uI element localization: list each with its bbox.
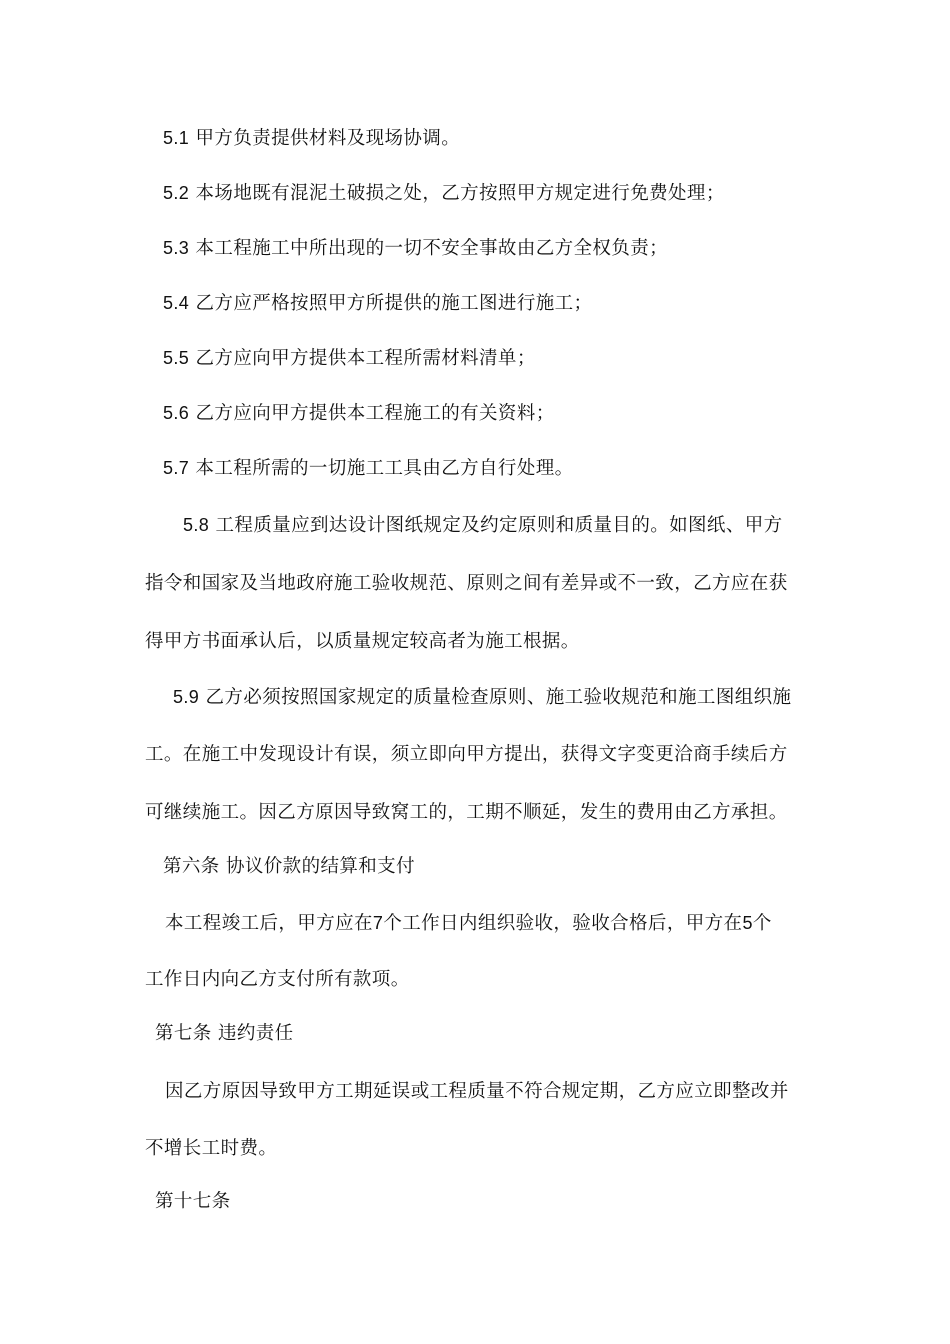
clause-5-9-line-1 xyxy=(173,685,791,710)
clause-5-9-line-3: 可继续施工。因乙方原因导致窝工的，工期不顺延，发生的费用由乙方承担。 xyxy=(145,802,788,823)
clause-number: 5.2 xyxy=(163,183,190,203)
article-6-line-1 xyxy=(165,911,772,936)
article-6-text: 个工作日内组织验收，验收合格后，甲方在 xyxy=(383,913,743,934)
article-7-line-2: 不增长工时费。 xyxy=(145,1138,278,1159)
clause-text: 乙方应向甲方提供本工程所需材料清单； xyxy=(195,348,536,369)
clause-number: 5.3 xyxy=(163,238,190,258)
clause-5-5 xyxy=(163,346,536,371)
article-6-line-2: 工作日内向乙方支付所有款项。 xyxy=(145,969,410,990)
clause-5-3 xyxy=(163,236,668,261)
clause-text: 本工程所需的一切施工工具由乙方自行处理。 xyxy=(195,458,574,479)
article-6-text: 个 xyxy=(752,913,772,934)
clause-number: 5.9 xyxy=(173,687,200,707)
clause-5-8-line-1 xyxy=(183,513,783,538)
clause-number: 5.1 xyxy=(163,128,190,148)
clause-5-9-line-2: 工。在施工中发现设计有误，须立即向甲方提出，获得文字变更洽商手续后方 xyxy=(145,744,788,765)
clause-5-4 xyxy=(163,291,592,316)
article-7-line-1: 因乙方原因导致甲方工期延误或工程质量不符合规定期，乙方应立即整改并 xyxy=(165,1081,789,1102)
clause-5-6 xyxy=(163,401,555,426)
clause-text: 本场地既有混泥土破损之处，乙方按照甲方规定进行免费处理； xyxy=(195,183,725,204)
article-17-heading: 第十七条 xyxy=(155,1191,231,1212)
clause-5-8-line-2: 指令和国家及当地政府施工验收规范、原则之间有差异或不一致，乙方应在获 xyxy=(145,573,788,594)
clause-5-1 xyxy=(163,126,460,151)
clause-5-8-line-3: 得甲方书面承认后，以质量规定较高者为施工根据。 xyxy=(145,631,580,652)
article-6-heading: 第六条 协议价款的结算和支付 xyxy=(163,856,415,877)
clause-5-7 xyxy=(163,456,574,481)
article-6-text: 本工程竣工后，甲方应在 xyxy=(165,913,373,934)
clause-number: 5.7 xyxy=(163,458,190,478)
clause-text: 本工程施工中所出现的一切不安全事故由乙方全权负责； xyxy=(195,238,669,259)
clause-number: 5.5 xyxy=(163,348,190,368)
clause-text: 乙方应严格按照甲方所提供的施工图进行施工； xyxy=(195,293,593,314)
clause-text: 甲方负责提供材料及现场协调。 xyxy=(195,128,461,149)
clause-text: 乙方应向甲方提供本工程施工的有关资料； xyxy=(195,403,555,424)
clause-text: 乙方必须按照国家规定的质量检查原则、施工验收规范和施工图组织施 xyxy=(205,687,792,708)
days-number: 7 xyxy=(372,913,384,933)
article-7-heading: 第七条 违约责任 xyxy=(155,1023,294,1044)
clause-5-2 xyxy=(163,181,725,206)
clause-number: 5.6 xyxy=(163,403,190,423)
clause-number: 5.4 xyxy=(163,293,190,313)
days-number: 5 xyxy=(742,913,753,933)
clause-text: 工程质量应到达设计图纸规定及约定原则和质量目的。如图纸、甲方 xyxy=(215,515,783,536)
clause-number: 5.8 xyxy=(183,515,210,535)
